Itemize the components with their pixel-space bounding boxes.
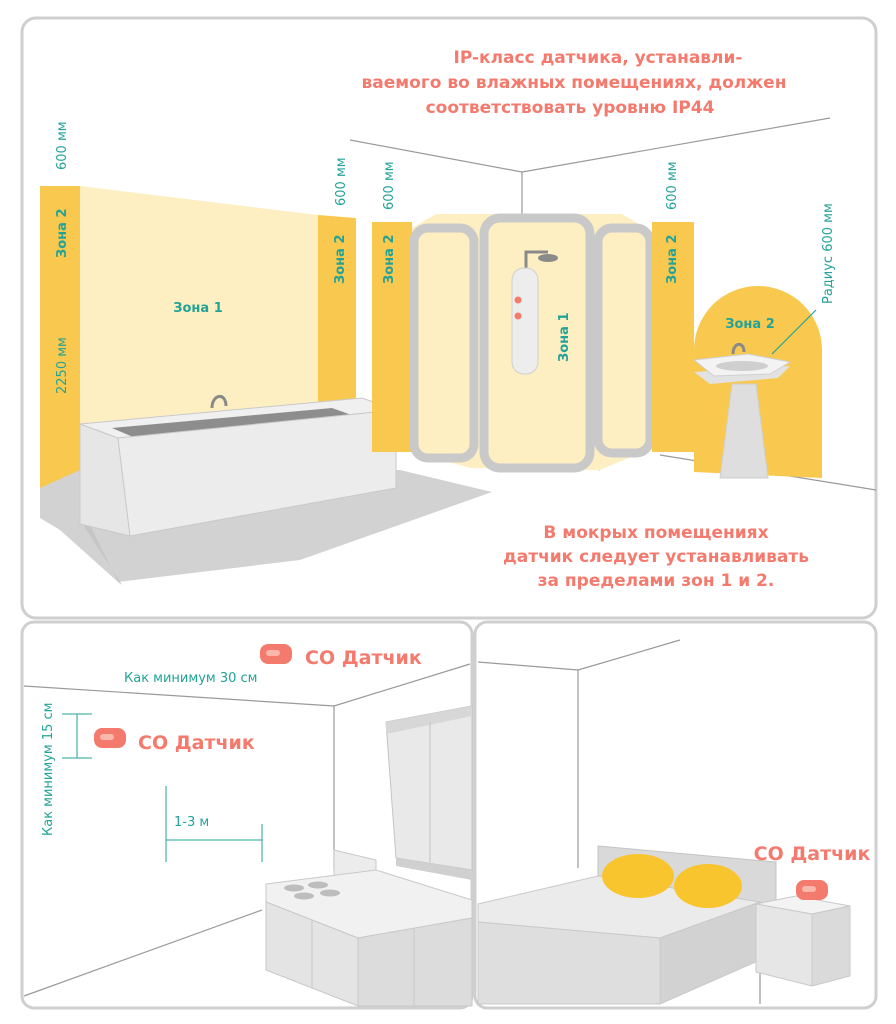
zone1-shower-label: Зона 1 <box>557 312 572 362</box>
dim-600-left: 600 мм <box>55 121 70 170</box>
shower-cabin-icon <box>412 214 652 470</box>
min-30cm-label: Как минимум 30 см <box>124 671 258 686</box>
zone2-shower-left-label: Зона 2 <box>382 234 397 284</box>
co-sensor-bedroom-label: CO Датчик <box>753 843 871 865</box>
dim-600-shower-left: 600 мм <box>382 161 397 210</box>
distance-1-3m-label: 1-3 м <box>174 815 210 830</box>
zone2-sink-label: Зона 2 <box>725 317 775 332</box>
kitchen-scene <box>24 664 472 1006</box>
radius-label: Радиус 600 мм <box>821 203 836 304</box>
zone2-mid-label: Зона 2 <box>333 234 348 284</box>
bottom-note-line-1: В мокрых помещениях <box>543 523 769 543</box>
pillow-left <box>602 854 674 898</box>
bottom-note-line-2: датчик следует устанавливать <box>503 547 809 567</box>
min-15cm-label: Как минимум 15 см <box>41 702 56 836</box>
pillow-right <box>674 864 742 908</box>
zone2-left-label: Зона 2 <box>55 208 70 258</box>
co-sensor-wall-label: CO Датчик <box>138 732 255 754</box>
bedroom-scene <box>478 640 850 1004</box>
bed-icon <box>478 846 776 1004</box>
kitchen-counter-icon <box>266 870 472 1006</box>
dim-600-shower-right: 600 мм <box>665 161 680 210</box>
top-note-line-2: ваемого во влажных помещениях, должен <box>361 73 787 93</box>
nightstand-icon <box>756 896 850 986</box>
zone1-bath-label: Зона 1 <box>173 301 223 316</box>
zone2-shower-right-label: Зона 2 <box>665 234 680 284</box>
dim-2250: 2250 мм <box>55 337 70 394</box>
co-sensor-ceiling-label: CO Датчик <box>305 647 422 669</box>
bottom-note-line-3: за пределами зон 1 и 2. <box>537 571 775 591</box>
top-note-line-3: соответствовать уровню IP44 <box>425 98 715 118</box>
top-note-line-1: IP-класс датчика, устанавли- <box>453 48 743 68</box>
dim-600-mid: 600 мм <box>334 157 349 206</box>
bathroom-scene <box>40 118 876 585</box>
wall-cabinet-icon <box>386 706 472 880</box>
